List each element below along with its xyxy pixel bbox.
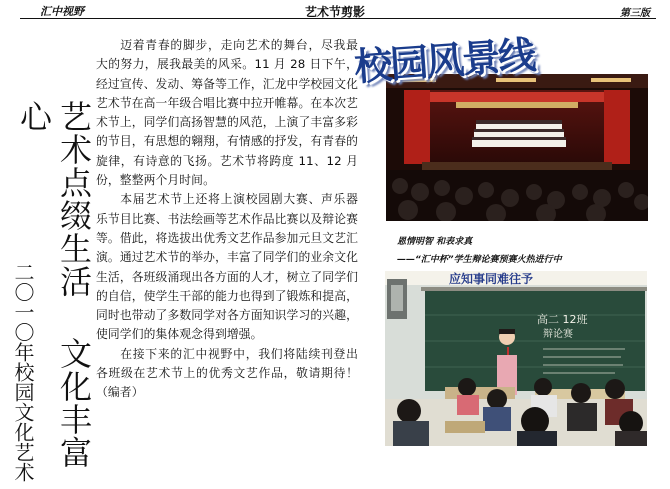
- debate-classroom-photo: [385, 271, 647, 446]
- article-body: [96, 36, 358, 403]
- article-paragraph-3: 在接下来的汇中视野中，我们将陆续刊登出各班级在艺术节上的优秀文艺作品，敬请期待！（编者）: [96, 346, 358, 400]
- board-class-name: 高二 12班: [537, 313, 588, 326]
- section-title-text: 校园风景线: [352, 31, 536, 90]
- vertical-sub-title: 二〇一〇年校园文化艺术: [11, 262, 35, 482]
- article-paragraph-2: 本届艺术节上还将上演校园剧大赛、声乐器乐节目比赛、书法绘画等艺术作品比赛以及辩论赛等。借此，将选拔出优秀文艺作品参加元旦文艺汇演。通过艺术节的举办，丰富了同学们的业余文化生活，各班级涌现出各方面的人才，树立了同学们的自信，使学生干部的能力也得到了锻炼和提高，同时也带动了多数同学对各方面知识学习的兴趣，使同学们的集体观念得到增强。: [96, 192, 358, 342]
- header-section-title: 艺术节剪影: [304, 5, 365, 19]
- article-paragraph-1: 迈着青春的脚步，走向艺术的舞台，尽我最大的努力，展我最美的风采。11 月 28 日下午，经过宣传、发动、筹备等工作，汇龙中学校园文化艺术节在高一年级合唱比赛中拉开帷幕。在本次艺术节上，同学们高扬智慧的风范，上演了丰富多彩的节目，有思想的翱翔，有情感的抒发，有青春的旋律，有诗意的飞扬。艺术节将跨度 11、12 月份，整整两个月时间。: [96, 38, 358, 188]
- header-publication: 汇中视野: [40, 5, 84, 18]
- debate-classroom-illustration: [385, 271, 647, 446]
- banner-slogan: 应知事同难往予: [449, 272, 534, 286]
- chorus-stage-photo: [386, 74, 648, 221]
- photo-caption-1: 恩情明智 和表求真: [397, 237, 473, 247]
- page-header: [0, 0, 670, 20]
- header-page-number: 第三版: [620, 8, 650, 19]
- vertical-main-title: 艺术点缀生活 文化丰富心: [15, 100, 93, 469]
- chorus-stage-illustration: [386, 74, 648, 221]
- photo-caption-2: ——“汇中杯”学生辩论赛预赛火热进行中: [397, 255, 562, 265]
- section-title-banner: [354, 30, 558, 88]
- board-event-name: 辩论赛: [543, 329, 573, 340]
- header-rule: [20, 18, 656, 19]
